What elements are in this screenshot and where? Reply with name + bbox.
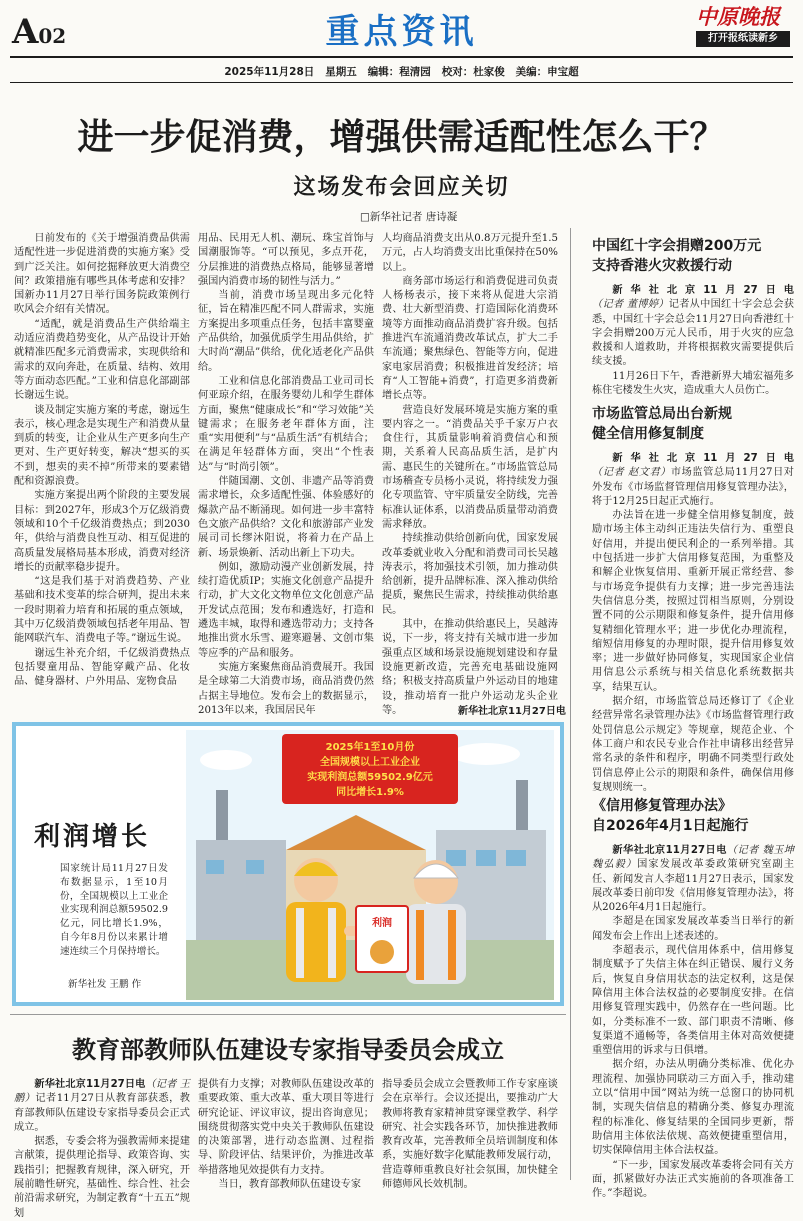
banner-line: 同比增长1.9% [336,787,404,798]
brand-slogan: 打开报纸读新乡 [696,31,790,47]
factory-window [446,850,466,866]
cloud [452,743,520,765]
bottom-dateline: 新华社北京11月27日电 [34,1079,146,1090]
lead-sign-off: 新华社北京11月27日电 [458,706,566,717]
column-divider [570,228,571,1180]
paragraph: “这是我们基于对消费趋势、产业基础和技术变革的综合研判，提出未来一段时期着力培育和拓展的重点领域，其中万亿级消费领域包括老年用品、智能网联汽车、消费电子等。”谢远生说。 [14,576,190,645]
news-title: 《信用修复管理办法》 自2026年4月1日起施行 [592,798,749,834]
news-item-red-cross [592,236,794,398]
paragraph: 例如，激励动漫产业创新发展，持续打造优质IP；实施文化创意产品提升行动，扩大文化文物单位文化创意产品开发试点范围；发布和遴选好，打造和遴选丰城，取得和遴选带动力；支持各地推出赏水乐雪、避寒避暑、文创市集等应季的产品和服务。 [198,561,374,659]
factory-window [246,860,264,874]
paragraph: 日前发布的《关于增强消费品供需适配性进一步促进消费的实施方案》受到广泛关注。如何挖掘释放更大消费空间？政策措施有哪些具体考虑和安排？国新办11月27日举行国务院政策例行吹风会介绍有关情况。 [14,233,190,316]
section-title: 重点资讯 [325,12,478,52]
factory-chimney [516,780,528,830]
cartoon-title: 利润增长 [34,822,151,852]
bottom-headline: 教育部教师队伍建设专家指导委员会成立 [72,1036,504,1064]
paragraph: 用品、民用无人机、潮玩、珠宝首饰与国潮服饰等。“可以预见，多点开花，分层推进的消费热点格局，能够显著增强国内消费市场的韧性与活力。” [198,233,374,287]
page-letter: A02 [12,12,67,52]
bottom-reporter: （记者 王鹏） [14,1079,190,1105]
paragraph: 指导委员会成立会暨教师工作专家座谈会在京举行。会议还提出，要推动广大教师将教育家精神贯穿课堂教学、科学研究、社会实践各环节，加快推进教师教育改革，完善教师全员培训制度和体系，实施好数字化赋能教师发展行动，营造尊师重教良好社会氛围，加快健全师德师风长效机制。 [382,1079,558,1191]
paragraph: 当日，教育部教师队伍建设专家 [218,1179,362,1191]
bottom-rule [10,1014,566,1015]
factory-window [506,850,526,866]
paragraph: 11月26日下午，香港新界大埔宏福苑多栋住宅楼发生火灾，造成重大人员伤亡。 [592,370,794,397]
paragraph: “下一步，国家发展改革委将会同有关方面，抓紧做好办法正式实施前的各项准备工作。”李超说。 [592,1159,794,1200]
news-title: 市场监管总局出台新规 健全信用修复制度 [592,406,732,442]
date-line: 2025年11月28日 星期五 编辑：程清园 校对：杜家俊 美编：申宝超 [224,66,579,78]
news-title: 中国红十字会捐赠200万元 支持香港火灾救援行动 [592,238,762,274]
news-item-credit-rules [592,404,794,795]
paragraph: 其中，在推动供给惠民上，吴越涛说，下一步，将支持有关城市进一步加强重点区域和场景设施规划建设和存量设施更新改造，完善充电基础设施网络；积极支持高质量户外运动目的地建设，推动培育一批户外运动龙头企业等。 [382,619,558,716]
banner-line: 实现利润总额59502.9亿元 [307,772,433,783]
paragraph: 当前，消费市场呈现出多元化特征，旨在精准匹配不同人群需求，实施方案提出多项重点任务，包括丰富婴童产品供给，加强优质学生用品供给，扩大时尚“潮品”供给，优化适老化产品供给。 [198,290,374,373]
paragraph: 新华社北京11月27日电（记者 赵文君）市场监管总局11月27日对外发布《市场监督管理信用修复管理办法》，将于12月25日起正式施行。 [592,453,794,507]
lead-column-2 [198,232,374,716]
paragraph: 持续推动供给创新向优，国家发展改革委就业收入分配和消费司司长吴越涛表示，将加强技术引领，加力推动供给创新，提升品牌标准、深入推动供给提质，聚焦民生需求，持续推动供给惠民。 [382,533,558,616]
factory-chimney [216,790,228,840]
cartoon-credit: 新华社发 王鹏 作 [68,979,142,990]
lead-byline: □新华社记者 唐诗凝 [360,211,458,223]
paragraph: 据悉，专委会将为强教需师来提建言献策，提供理论指导、政策咨询、实践指引；把握教育规律，深入研究，开展前瞻性研究，基础性、综合性、社会前沿需求研究，为制定教育“十五五”规划 [14,1136,190,1219]
paragraph: 新华社北京11月27日电（记者 董博婷）记者从中国红十字会总会获悉，中国红十字会总会11月27日向香港红十字会捐赠200万元人民币，用于火灾的应急救援和人道救助，并将根据救灾需要提供后续支援。 [592,285,794,368]
paragraph: 伴随国潮、文创、非遗产品等消费需求增长，众多适配性强、体验感好的爆款产品不断涌现。如何进一步丰富特色文旅产品供给？文化和旅游部产业发展司司长缪沐阳说，将着力在产品上新、场景焕新、活动出新上下功夫。 [198,476,374,559]
paragraph: 李超是在国家发展改革委当日举行的新闻发布会上作出上述表述的。 [592,916,794,942]
paragraph: 谢远生补充介绍，千亿级消费热点包括婴童用品、智能穿戴产品、化妆品、健身器材、户外用品、宠物食品 [14,647,190,688]
cloud [200,750,252,770]
paragraph: 人均商品消费支出从0.8万元提升至1.5万元，占人均消费支出比重保持在50%以上。 [382,233,558,273]
money-bag [370,940,394,964]
lead-column-1 [14,232,190,698]
paragraph: 据介绍，市场监管总局还修订了《企业经营异常名录管理办法》《市场监督管理行政处罚信息公示规定》等规章，规范企业、个体工商户和农民专业合作社申请移出经营异常名录的条件和程序，明确不同类型行政处罚信息停止公示的期限和条件，确保信用修复规则统一。 [592,696,794,793]
paragraph: 新华社北京11月27日电（记者 王鹏）记者11月27日从教育部获悉，教育部教师队伍建设专家指导委员会正式成立。 [14,1079,190,1133]
paragraph: 营造良好发展环境是实施方案的重要内容之一。“消费品关乎千家万户衣食住行，其质量影响着消费信心和预期，关系着人民高品质生活，是扩内需、惠民生的关键所在。”市场监管总局市场稽查专员杨小灵说，将持续发力强化专项监管、守牢质量安全防线，完善标准认证体系，以消费品质量带动消费需求释放。 [382,404,558,530]
paragraph: 据介绍，办法从明确分类标准、优化办理流程、加强协同联动三方面入手，推动建立以“信用中国”网站为统一总窗口的协同机制，实现失信信息的精确分类、修复办理流程的标准化、修复结果的全国同步更新，帮助信用主体依法依规、高效便捷重塑信用，切实保障信用主体合法权益。 [592,1059,794,1157]
paragraph: 工业和信息化部消费品工业司司长何亚琼介绍，在服务婴幼儿和学生群体方面，聚焦“健康成长”和“学习效能”关键需求；在服务老年群体方面，注重“实用便利”与“品质生活”有机结合；在满足年轻群体方面，突出“个性表达”与“时尚引领”。 [198,375,374,473]
paragraph: 商务部市场运行和消费促进司负责人杨杨表示，接下来将从促进大宗消费、壮大新型消费、打造国际化消费环境等方面推动商品消费扩容升级。包括推进汽车流通消费改革试点，扩大二手车流通；聚焦绿色、智能等方向，促进家电家居消费；积极推进首发经济；培育“人工智能+消费”，打造更多消费新增长点等。 [382,275,558,402]
cartoon-illustration [186,730,554,1000]
factory-building [196,840,286,940]
factory-window [476,850,496,866]
paragraph: 实施方案提出两个阶段的主要发展目标：到2027年，形成3个万亿级消费领域和10个千亿级消费热点；到2030年，供给与消费良性互动、相互促进的高质量发展格局基本形成，消费对经济增长的贡献率稳步提升。 [14,490,190,573]
paragraph: 办法旨在进一步健全信用修复制度，鼓励市场主体主动纠正违法失信行为、重塑良好信用，并提出便民利企的一系列举措。其中包括进一步扩大信用修复范围，为重整及和解企业恢复信用、重新开展正常经营、参与市场竞争提供有力支撑；进一步完善违法失信信息分类，按照过罚相当原则，分别设置不同的公示期限和修复条件，提升信用修复精细化管理水平；进一步优化办理流程，缩短信用修复的办理时限，提升信用修复效率；进一步做好协同修复，实现国家企业信用信息公示系统与相关信息化系统数据共享，结果互认。 [592,510,794,693]
paragraph: 提供有力支撑；对教师队伍建设改革的重要政策、重大改革、重大项目等进行研究论证、评议审议，提出咨询意见；围绕贯彻落实党中央关于教师队伍建设的决策部署，进行动态监测、过程指导、阶段评估、结果评价，为推进改革举措落地见效提供有力支持。 [198,1079,374,1176]
bottom-column-3 [382,1078,558,1194]
lead-headline: 进一步促消费，增强供需适配性怎么干？ [77,117,726,158]
paragraph: 谈及制定实施方案的考虑，谢远生表示，核心理念是实现生产和消费从量到质的转变，让企业从生产更多向生产更对、生产更好转变，解决“想买的买不到，想卖的卖不掉”所带来的要素错配和资源浪费。 [14,404,190,488]
brand-logo: 中原晚报 [696,4,780,29]
bottom-column-2 [198,1078,374,1194]
banner-line: 全国规模以上工业企业 [320,757,420,768]
lead-subheadline: 这场发布会回应关切 [293,174,510,200]
paragraph: “适配，就是消费品生产供给端主动适应消费趋势变化，从产品设计开始就精准匹配多元消费需求，实现供给和需求的双向奔赴，在质量、结构、效用等方面动态匹配。”工业和信息化部副部长谢远生说。 [14,318,190,402]
bottom-column-1 [14,1078,190,1219]
worker-right [406,860,466,984]
paragraph: 新华社北京11月27日电（记者 魏玉坤 魏弘毅）国家发展改革委政策研究室副主任、新闻发言人李超11月27日表示，国家发展改革委日前印发《信用修复管理办法》，将从2026年4月1日起施行。 [592,845,795,914]
banner-line: 2025年1至10月份 [325,742,415,753]
masthead-rule [10,56,793,58]
paragraph: 实施方案聚焦商品消费展开。我国是全球第二大消费市场，商品消费仍然占据主导地位。发布会上的数据显示，2013年以来，我国居民年 [198,661,374,716]
cartoon-caption: 国家统计局11月27日发布数据显示，1至10月份，全国规模以上工业企业实现利润总额59502.9亿元，同比增长1.9%，自今年8月份以来累计增速连续三个月保持增长。 [60,863,168,957]
factory-window [206,860,224,874]
profit-folder-label: 利润 [372,918,392,929]
paragraph: 李超表示，现代信用体系中，信用修复制度赋予了失信主体在纠正错误、履行义务后，恢复自身信用状态的法定权利，这是保障信用主体合法权益的必要制度安排。在信用修复管理实践中，仍然存在一些问题。比如，分类标准不一致、部门职责不清晰、修复渠道不通畅等，各类信用主体对高效便捷重塑信用的诉求与日俱增。 [592,945,794,1057]
page-number: 02 [38,24,67,48]
date-rule [10,82,793,83]
news-item-credit-repair [592,796,795,1200]
